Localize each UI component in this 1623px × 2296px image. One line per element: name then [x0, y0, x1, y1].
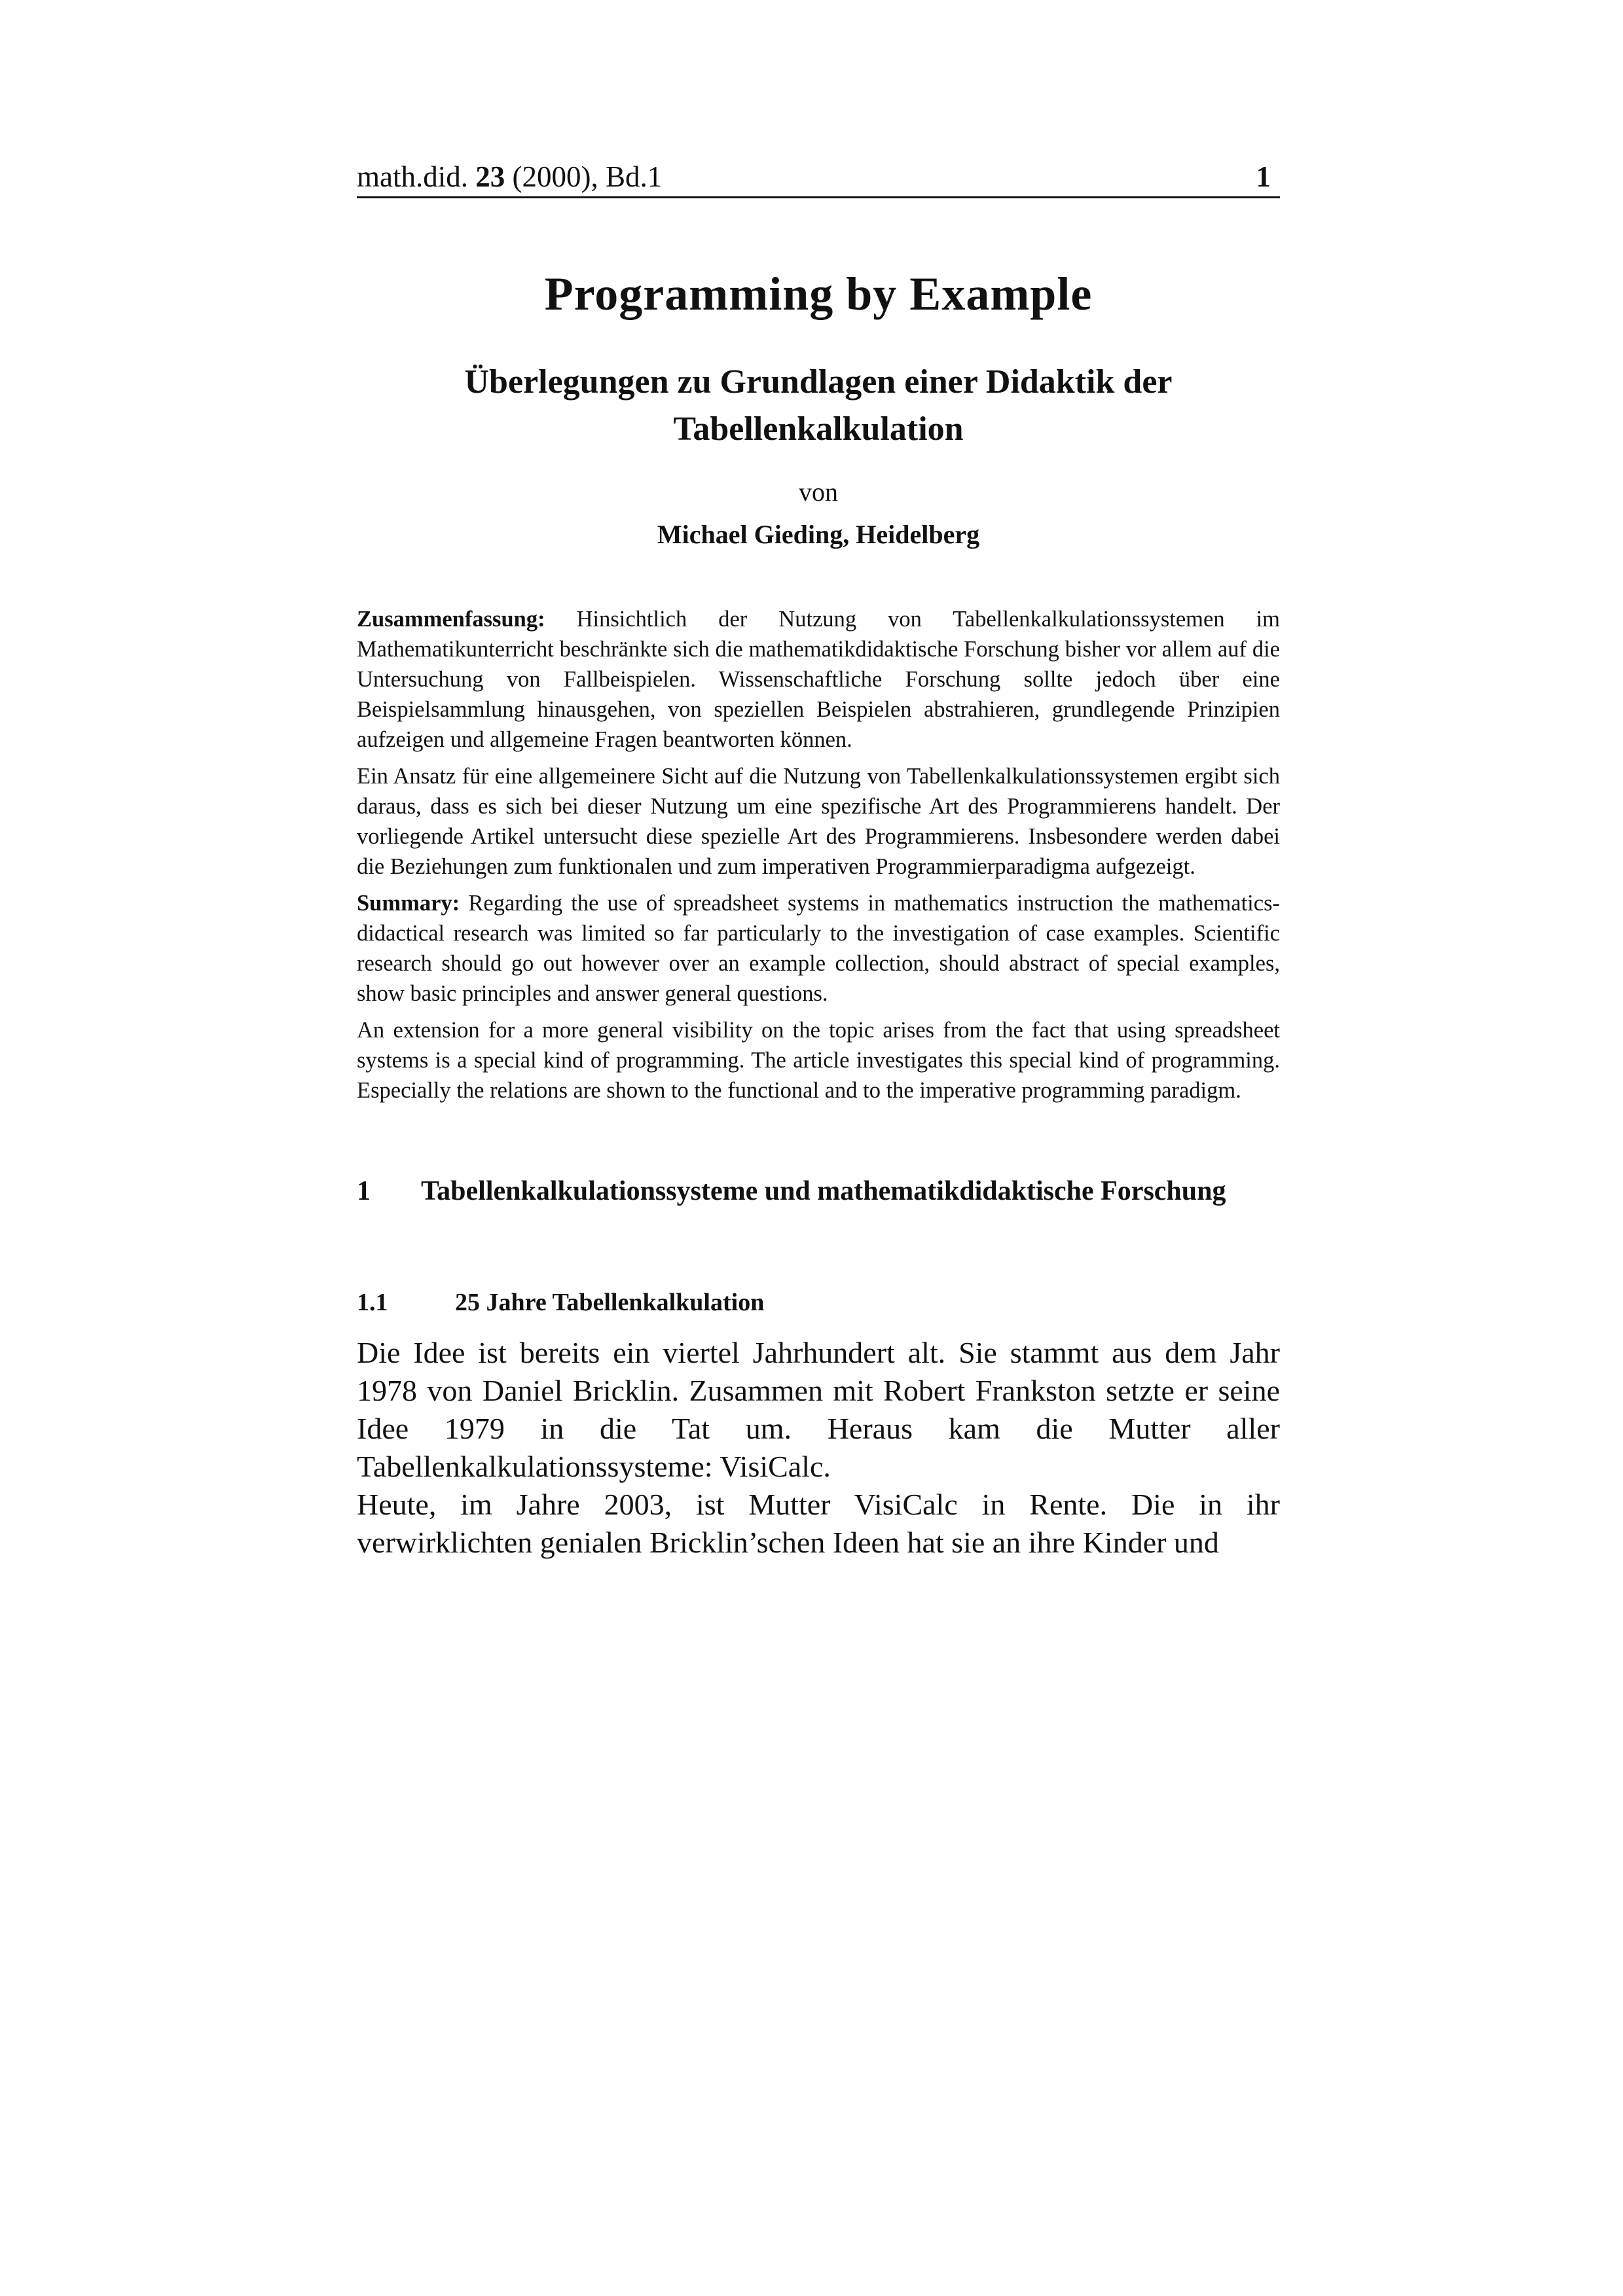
- journal-citation: [357, 153, 662, 200]
- abstract-de-paragraph-2: Ein Ansatz für eine allgemeinere Sicht auf die Nutzung von Tabellenkalkulationssystemen ergibt sich daraus, dass es sich bei dieser Nutzung um eine spezifische Art des Programmierens handelt. Der vorliegende Artikel untersucht diese spezielle Art des Programmierens. Insbesondere werden dabei die Beziehungen zum funktionalen und zum imperativen Programmierparadigma aufgezeigt.: [357, 764, 1280, 879]
- journal-name: math.did.: [357, 160, 468, 193]
- body-paragraph-1: Die Idee ist bereits ein viertel Jahrhundert alt. Sie stammt aus dem Jahr 1978 von Daniel Bricklin. Zusammen mit Robert Frankston setzte er seine Idee 1979 in die Tat um. Heraus kam die Mutter aller Tabellenkalkulationssysteme: VisiCalc.: [357, 1336, 1280, 1483]
- body-text: [357, 1334, 1280, 1562]
- abstract-en-paragraph-1: [357, 888, 1280, 1009]
- page-number: 1: [1256, 160, 1271, 193]
- subtitle-line-1: Überlegungen zu Grundlagen einer Didaktik der: [464, 363, 1173, 401]
- subsection-heading-1-1: [357, 1288, 1280, 1317]
- subsection-title: 25 Jahre Tabellenkalkulation: [455, 1289, 765, 1316]
- abstract: [357, 604, 1280, 1112]
- subtitle-line-2: Tabellenkalkulation: [673, 410, 964, 448]
- abstract-en-label: Summary:: [357, 891, 460, 916]
- abstract-en-paragraph-2: An extension for a more general visibility on the topic arises from the fact that using spreadsheet systems is a special kind of programming. The article investigates this special kind of programming. Especially the relations are shown to the functional and to the imperative programming paradigm.: [357, 1018, 1280, 1103]
- by-line: von: [799, 477, 838, 507]
- journal-year-issue: (2000), Bd.1: [512, 160, 663, 193]
- running-header: [357, 149, 1280, 198]
- subsection-number: 1.1: [357, 1289, 388, 1316]
- paper-page: [357, 149, 1280, 1559]
- section-heading-1: [357, 1174, 1280, 1209]
- paper-subtitle: [357, 359, 1280, 453]
- abstract-en-text-1: Regarding the use of spreadsheet systems in mathematics instruction the mathematics-didactical research was limited so far particularly to the investigation of case examples. Scientific research should go out however over an example collection, should abstract of special examples, show basic principles and answer general questions.: [357, 891, 1280, 1006]
- body-paragraph-2: Heute, im Jahre 2003, ist Mutter VisiCalc in Rente. Die in ihr verwirklichten genialen Bricklin’schen Ideen hat sie an ihre Kinder und: [357, 1488, 1280, 1559]
- section-number: 1: [357, 1176, 371, 1206]
- author-name: Michael Gieding, Heidelberg: [657, 520, 980, 549]
- paper-title: Programming by Example: [544, 268, 1093, 320]
- abstract-de-paragraph-1: [357, 604, 1280, 755]
- abstract-de-label: Zusammenfassung:: [357, 607, 545, 632]
- abstract-de-text-1: Hinsichtlich der Nutzung von Tabellenkalkulationssystemen im Mathematikunterricht beschränkte sich die mathematikdidaktische Forschung bisher vor allem auf die Untersuchung von Fallbeispielen. Wissenschaftliche Forschung sollte jedoch über eine Beispielsammlung hinausgehen, von speziellen Beispielen abstrahieren, grundlegende Prinzipien aufzeigen und allgemeine Fragen beantworten können.: [357, 607, 1280, 752]
- journal-volume: 23: [475, 160, 505, 193]
- section-title: Tabellenkalkulationssysteme und mathematikdidaktische Forschung: [421, 1176, 1226, 1206]
